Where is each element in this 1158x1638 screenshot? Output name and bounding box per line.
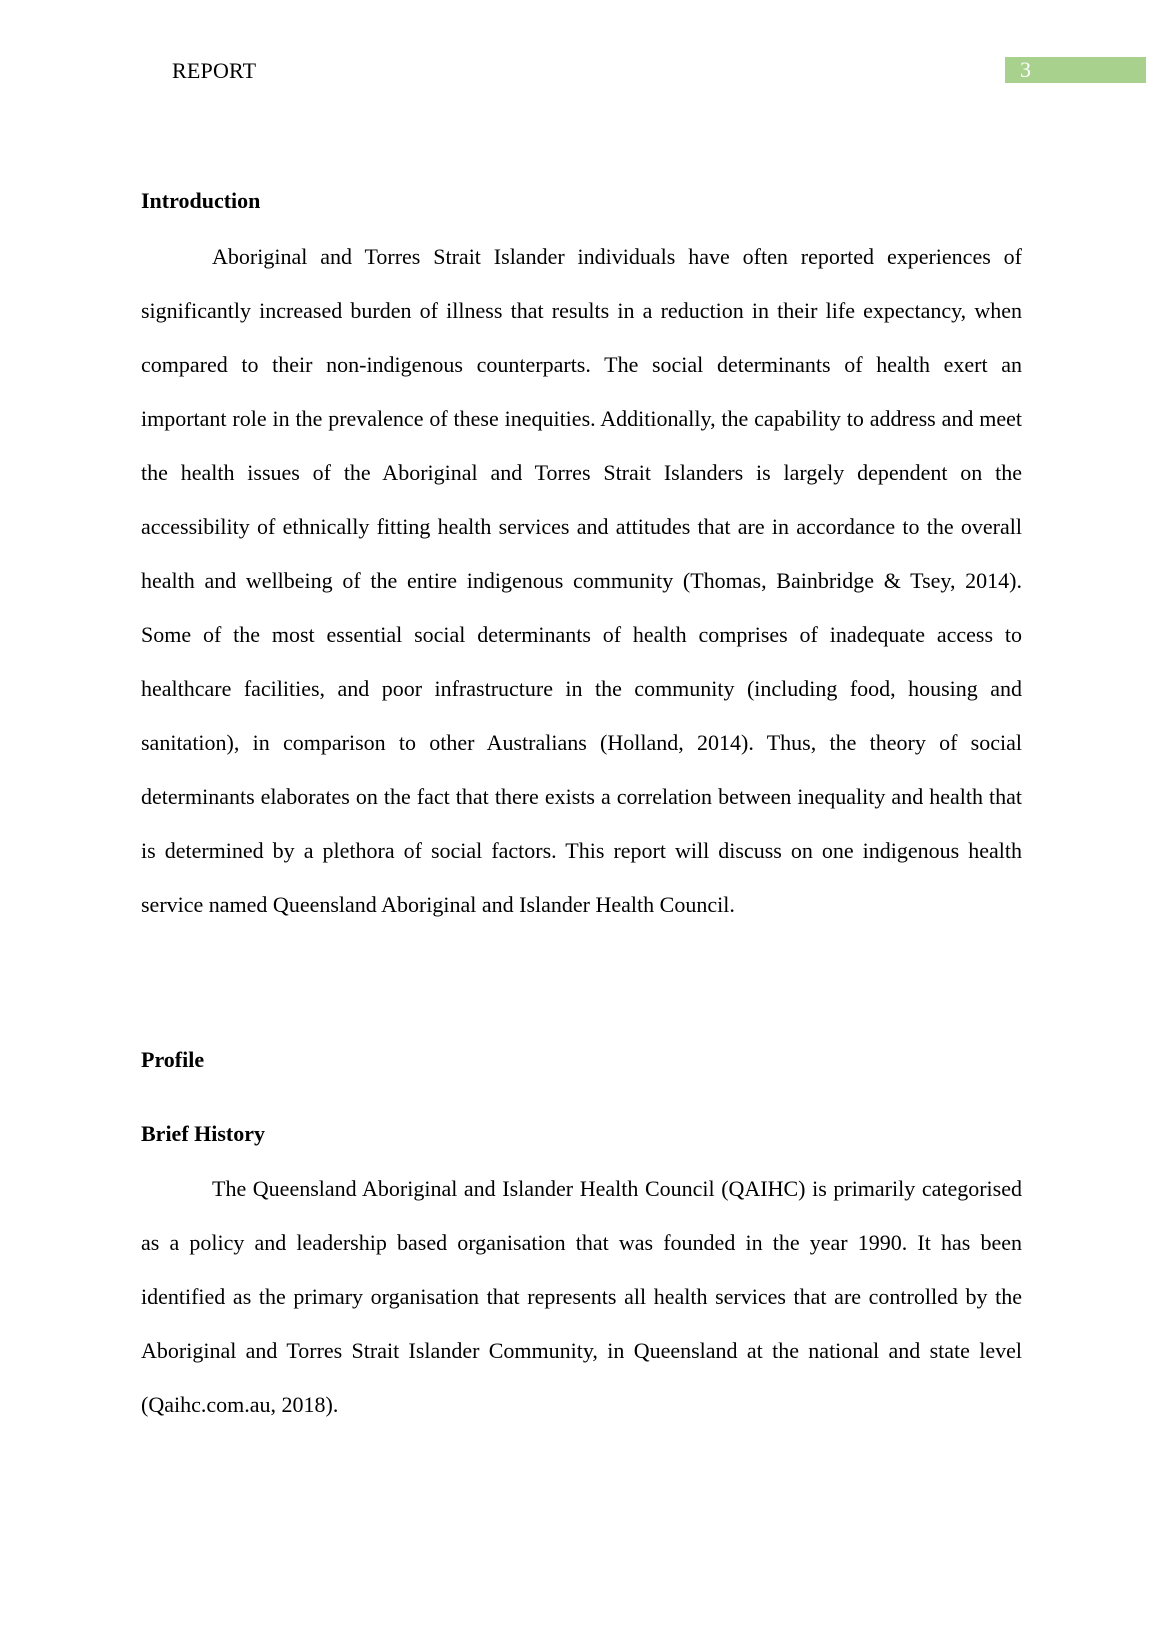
page-number-badge: [1005, 57, 1146, 83]
introduction-heading: Introduction: [141, 188, 261, 213]
header-title: REPORT: [172, 58, 257, 83]
profile-heading: Profile: [141, 1047, 205, 1072]
brief-history-paragraph: The Queensland Aboriginal and Islander Health Council (QAIHC) is primarily categorised as a policy and leadership based organisation that was founded in the year 1990. It has been identified as the primary organisation that represents all health services that are controlled by the Aboriginal and Torres Strait Islander Community, in Queensland at the national and state level (Qaihc.com.au, 2018).: [141, 1176, 1022, 1417]
page-number: 3: [1020, 57, 1031, 82]
brief-history-heading: Brief History: [141, 1121, 266, 1146]
introduction-paragraph: Aboriginal and Torres Strait Islander individuals have often reported experiences of significantly increased burden of illness that results in a reduction in their life expectancy, when compared to their non-indigenous counterparts. The social determinants of health exert an important role in the prevalence of these inequities. Additionally, the capability to address and meet the health issues of the Aboriginal and Torres Strait Islanders is largely dependent on the accessibility of ethnically fitting health services and attitudes that are in accordance to the overall health and wellbeing of the entire indigenous community (Thomas, Bainbridge & Tsey, 2014). Some of the most essential social determinants of health comprises of inadequate access to healthcare facilities, and poor infrastructure in the community (including food, housing and sanitation), in comparison to other Australians (Holland, 2014). Thus, the theory of social determinants elaborates on the fact that there exists a correlation between inequality and health that is determined by a plethora of social factors. This report will discuss on one indigenous health service named Queensland Aboriginal and Islander Health Council.: [141, 244, 1022, 917]
